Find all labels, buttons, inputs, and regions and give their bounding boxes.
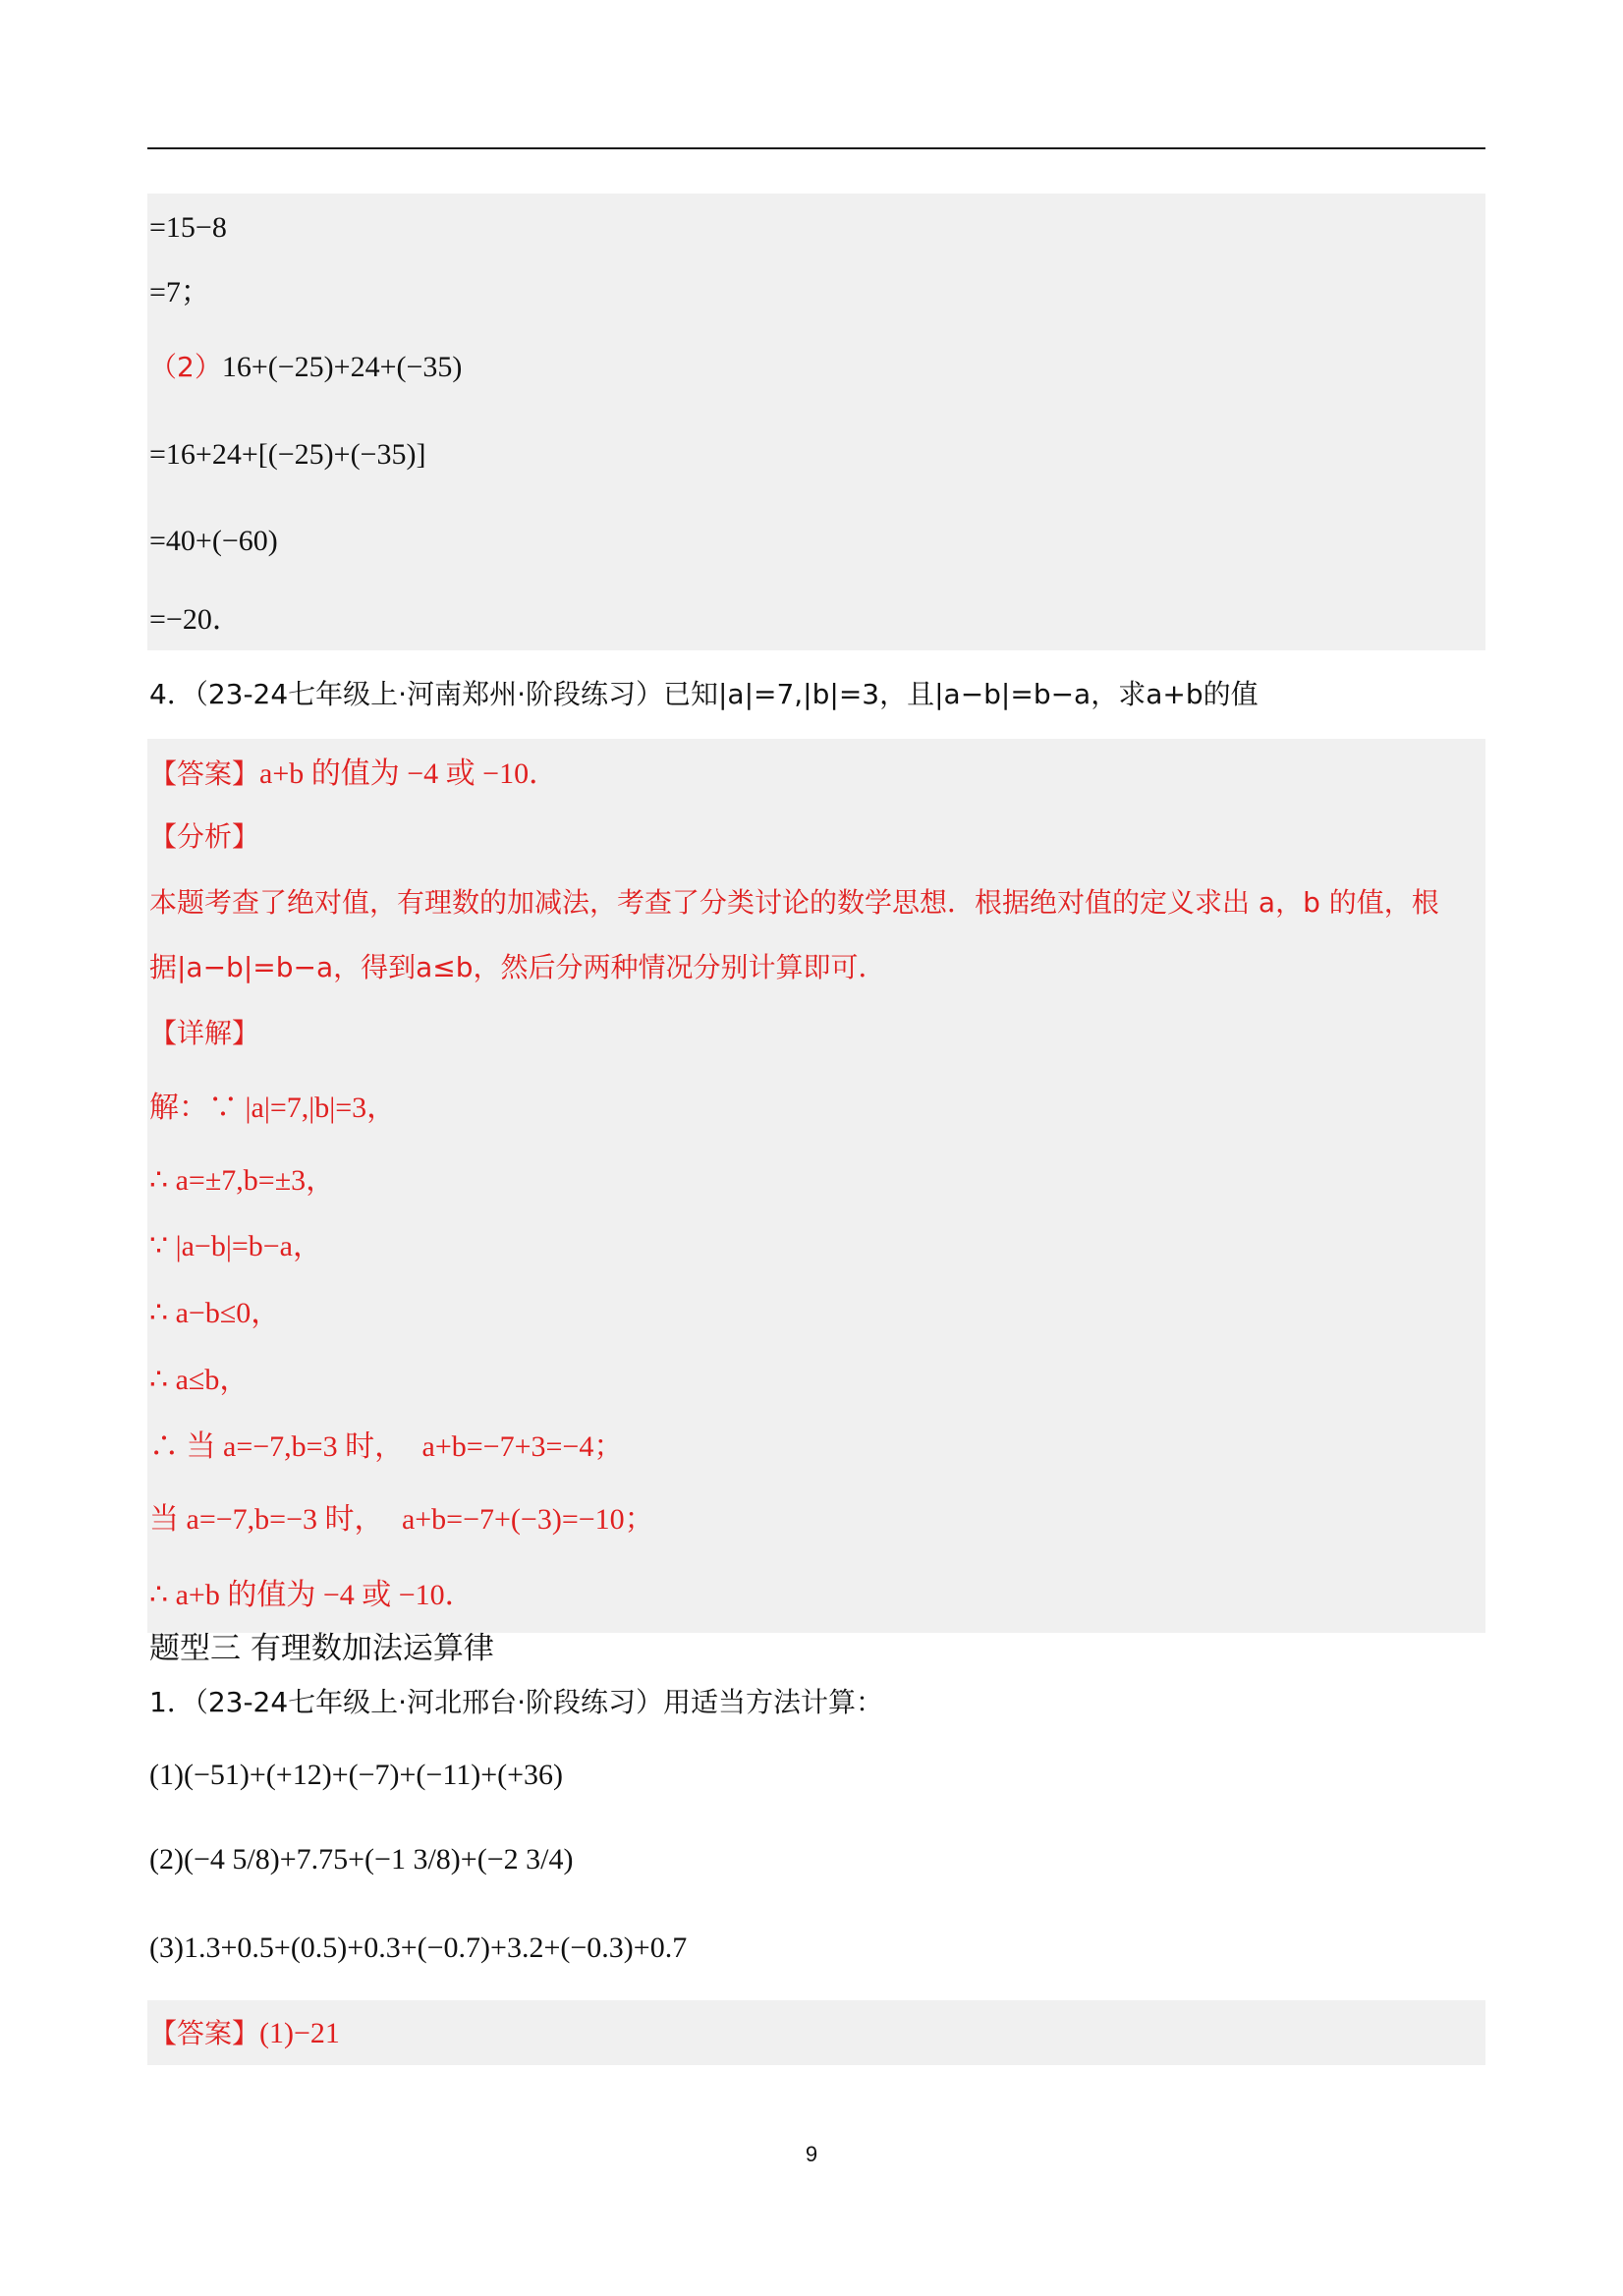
page-number: 9 (805, 2142, 818, 2166)
detail-conclusion: ∴ a+b 的值为 −4 或 −10． (149, 1579, 475, 1611)
analysis-text: 本题考查了绝对值，有理数的加减法，考查了分类讨论的数学思想．根据绝对值的定义求出 a，b 的值，根 (149, 886, 1439, 919)
answer-line (149, 754, 558, 794)
section-title: 题型三 有理数加法运算律 (149, 1631, 494, 1666)
expression: 16+(−25)+24+(−35) (221, 351, 463, 383)
problem-part-3: (3)1.3+0.5+(0.5)+0.3+(−0.7)+3.2+(−0.3)+0.7 (149, 1932, 688, 1964)
step-line: =−20． (149, 603, 242, 636)
answer-text: (1)−21 (259, 2017, 340, 2049)
step-line: =16+24+[(−25)+(−35)] (149, 438, 426, 471)
detail-step: ∴ a≤b， (149, 1364, 250, 1396)
problem-part-2: (2)(−4 5/8)+7.75+(−1 3/8)+(−2 3/4) (149, 1843, 574, 1876)
step-line: =7； (149, 276, 210, 308)
solution-block-continued (147, 194, 1485, 650)
detail-tag: 【详解】 (149, 1017, 260, 1049)
case-condition: 当 a=−7,b=−3 时， (149, 1503, 384, 1536)
answer-tag: 【答案】 (149, 757, 260, 790)
analysis-text: 据|a−b|=b−a，得到a≤b，然后分两种情况分别计算即可． (149, 951, 886, 983)
case-condition: ∴ 当 a=−7,b=3 时， (149, 1430, 405, 1463)
analysis-tag: 【分析】 (149, 820, 260, 853)
question-1: 1．（23-24七年级上·河北邢台·阶段练习）用适当方法计算： (149, 1686, 883, 1718)
detail-step: 解：∵ |a|=7,|b|=3， (149, 1092, 397, 1124)
case-result: a+b=−7+(−3)=−10； (401, 1503, 654, 1536)
detail-case-2 (149, 1499, 654, 1540)
problem-part-1: (1)(−51)+(+12)+(−7)+(−11)+(+36) (149, 1759, 564, 1791)
header-rule (147, 147, 1485, 149)
answer-tag: 【答案】 (149, 2017, 260, 2049)
step-line: =15−8 (149, 211, 227, 244)
detail-step: ∴ a=±7,b=±3， (149, 1164, 336, 1197)
answer-text: a+b 的值为 −4 或 −10． (259, 757, 559, 790)
question-4: 4．（23-24七年级上·河南郑州·阶段练习）已知|a|=7,|b|=3，且|a−b|=b−a，求a+b的值 (149, 678, 1259, 710)
part-2-expression (149, 347, 462, 387)
detail-step: ∴ a−b≤0， (149, 1297, 281, 1329)
answer-line-q1 (149, 2013, 340, 2053)
solution-block-q1 (147, 2000, 1485, 2065)
part-label: （2） (149, 351, 222, 383)
detail-case-1 (149, 1427, 623, 1467)
case-result: a+b=−7+3=−4； (421, 1430, 624, 1463)
step-line: =40+(−60) (149, 525, 278, 557)
detail-step: ∵ |a−b|=b−a， (149, 1230, 322, 1262)
